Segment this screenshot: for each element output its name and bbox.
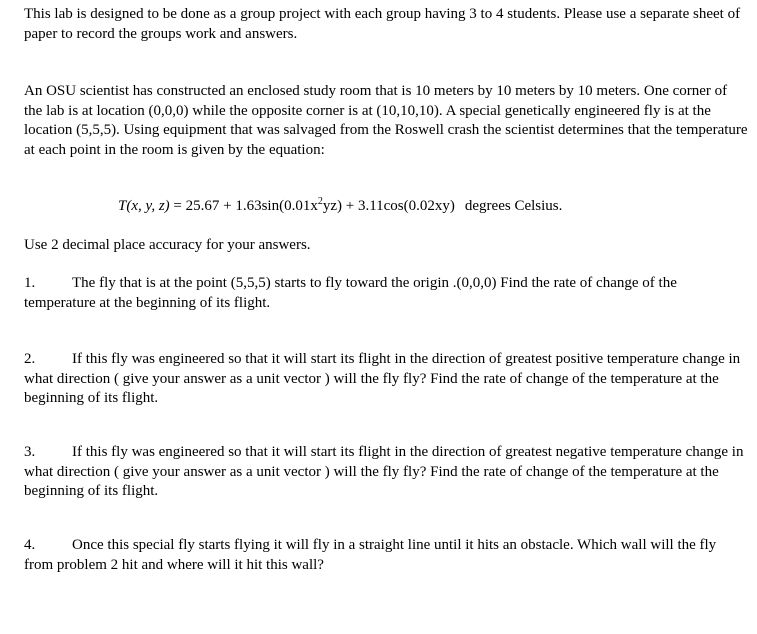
question-1 [24,274,749,313]
question-text: If this fly was engineered so that it will start its flight in the direction of greatest positive temperature change in what direction ( give your answer as a unit vector ) will the fly fly? Find the rate of change of the temperature at the beginning of its flight. [24,351,741,406]
question-3 [24,443,749,502]
intro-paragraph: This lab is designed to be done as a group project with each group having 3 to 4 students. Please use a separate sheet of paper to record the groups work and answers. [24,6,741,42]
accuracy-note: Use 2 decimal place accuracy for your answers. [24,237,311,253]
question-text: Once this special fly starts flying it will fly in a straight line until it hits an obstacle. Which wall will the fly from problem 2 hit and where will it hit this wall? [24,537,717,573]
scenario-paragraph: An OSU scientist has constructed an enclosed study room that is 10 meters by 10 meters by 10 meters. One corner of the lab is at location (0,0,0) while the opposite corner is at (10,10,10). A special genetically engineered fly is at the location (5,5,5). Using equipment that was salvaged from the Roswell crash the scientist determines that the temperature at each point in the room is given by the equation: [24,83,748,158]
question-4 [24,536,749,575]
equation-rhs-b: yz) + 3.11cos(0.02xy) [322,198,455,214]
question-text: The fly that is at the point (5,5,5) starts to fly toward the origin .(0,0,0) Find the rate of change of the temperature at the beginning of its flight. [24,275,677,311]
question-number: 3. [24,444,36,460]
question-number: 1. [24,275,36,291]
temperature-equation [118,196,562,216]
question-2 [24,350,749,409]
question-text: If this fly was engineered so that it will start its flight in the direction of greatest negative temperature change in what direction ( give your answer as a unit vector ) will the fly fly? Find the rate of change of the temperature at the beginning of its flight. [24,444,744,499]
equation-unit: degrees Celsius. [464,198,563,214]
equation-rhs-a: = 25.67 + 1.63sin(0.01x [169,198,318,214]
question-number: 2. [24,351,36,367]
question-number: 4. [24,537,36,553]
equation-exponent: 2 [317,196,323,207]
equation-lhs: T(x, y, z) [118,198,170,214]
